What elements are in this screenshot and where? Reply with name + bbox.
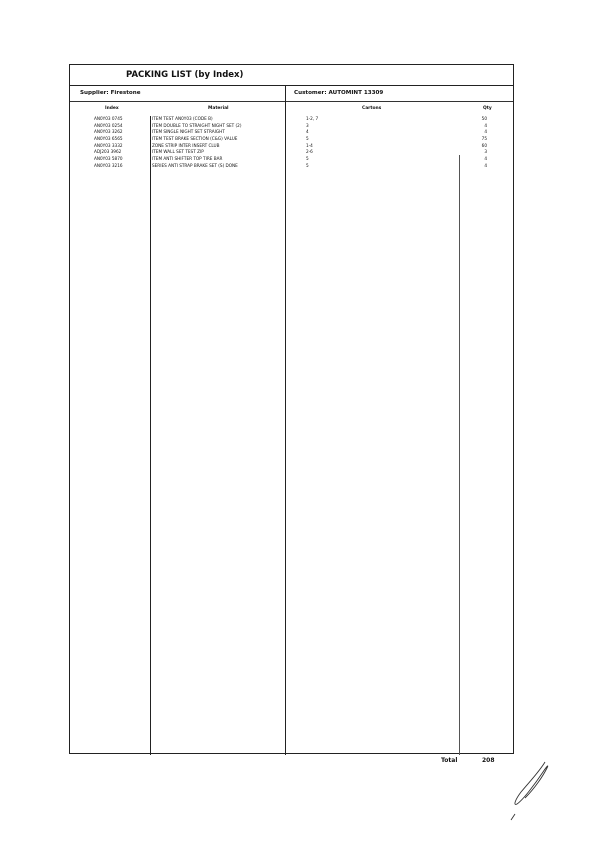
cell-material: ITEM ANTI SHIFTER TOP TIRE BAR (152, 156, 223, 162)
divider-cartons-qty (459, 155, 460, 755)
cell-qty: 4 (484, 122, 487, 128)
table-row (70, 156, 513, 163)
cell-qty: 75 (481, 136, 487, 142)
column-header-qty: Qty (483, 106, 492, 111)
cell-qty: 60 (481, 142, 487, 148)
page-title: PACKING LIST (by Index) (70, 65, 513, 86)
supplier-label: Supplier: Firestone (80, 90, 141, 96)
table-row (70, 143, 513, 150)
cell-index: AN0Y03 3262 (94, 129, 123, 135)
total-label: Total (441, 757, 458, 764)
cell-index: AN0Y03 5870 (94, 156, 123, 162)
cell-cartons: 1-4 (306, 142, 313, 148)
cell-index: ADJ203 3962 (94, 149, 122, 155)
cell-qty: 4 (484, 156, 487, 162)
table-row (70, 163, 513, 170)
cell-cartons: 2-6 (306, 149, 313, 155)
cell-cartons: 1-2, 7 (306, 116, 319, 121)
table-row (70, 116, 513, 123)
cell-material: ITEM DOUBLE TO STRAIGHT NIGHT SET (2) (152, 122, 242, 128)
cell-material: ZONE STRIP INTER INSERT CLUB (152, 142, 220, 148)
cell-index: AN0Y03 6565 (94, 136, 123, 142)
cell-cartons: 5 (306, 162, 309, 168)
cell-index: AN0Y03 3332 (94, 142, 123, 148)
table-row (70, 136, 513, 143)
signature-mark (505, 758, 553, 828)
cell-material: ITEM TEST BRAKE SECTION (C&G) VALUE (152, 136, 238, 142)
cell-qty: 50 (481, 116, 487, 121)
cell-qty: 3 (484, 149, 487, 155)
cell-material: ITEM TEST AN0Y03 (CODE B) (152, 116, 213, 121)
cell-index: AN0Y03 0254 (94, 122, 123, 128)
divider-index-material (150, 116, 151, 755)
cell-cartons: 5 (306, 156, 309, 162)
column-header-cartons: Cartons (362, 106, 382, 111)
cell-qty: 4 (484, 162, 487, 168)
item-rows (70, 116, 513, 170)
cell-material: ITEM WALL SET TEST ZIP (152, 149, 204, 155)
cell-material: ITEM SINGLE NIGHT SET STRAIGHT (152, 129, 225, 135)
table-row (70, 129, 513, 136)
table-row (70, 149, 513, 156)
cell-index: AN0Y03 3216 (94, 162, 123, 168)
divider-material-cartons (285, 86, 286, 755)
cell-index: AN0Y03 0745 (94, 116, 123, 121)
column-header-material: Material (208, 106, 229, 111)
packing-list-table (69, 64, 514, 754)
cell-cartons: 4 (306, 129, 309, 135)
party-row (70, 86, 513, 102)
column-header-index: Index (105, 106, 119, 111)
cell-cartons: 3 (306, 122, 309, 128)
customer-label: Customer: AUTOMINT 13309 (294, 90, 384, 96)
cell-qty: 4 (484, 129, 487, 135)
cell-material: SERIES ANTI STRAP BRAKE SET (S) DONE (152, 162, 238, 168)
table-row (70, 123, 513, 130)
cell-cartons: 5 (306, 136, 309, 142)
total-value: 208 (482, 757, 495, 764)
